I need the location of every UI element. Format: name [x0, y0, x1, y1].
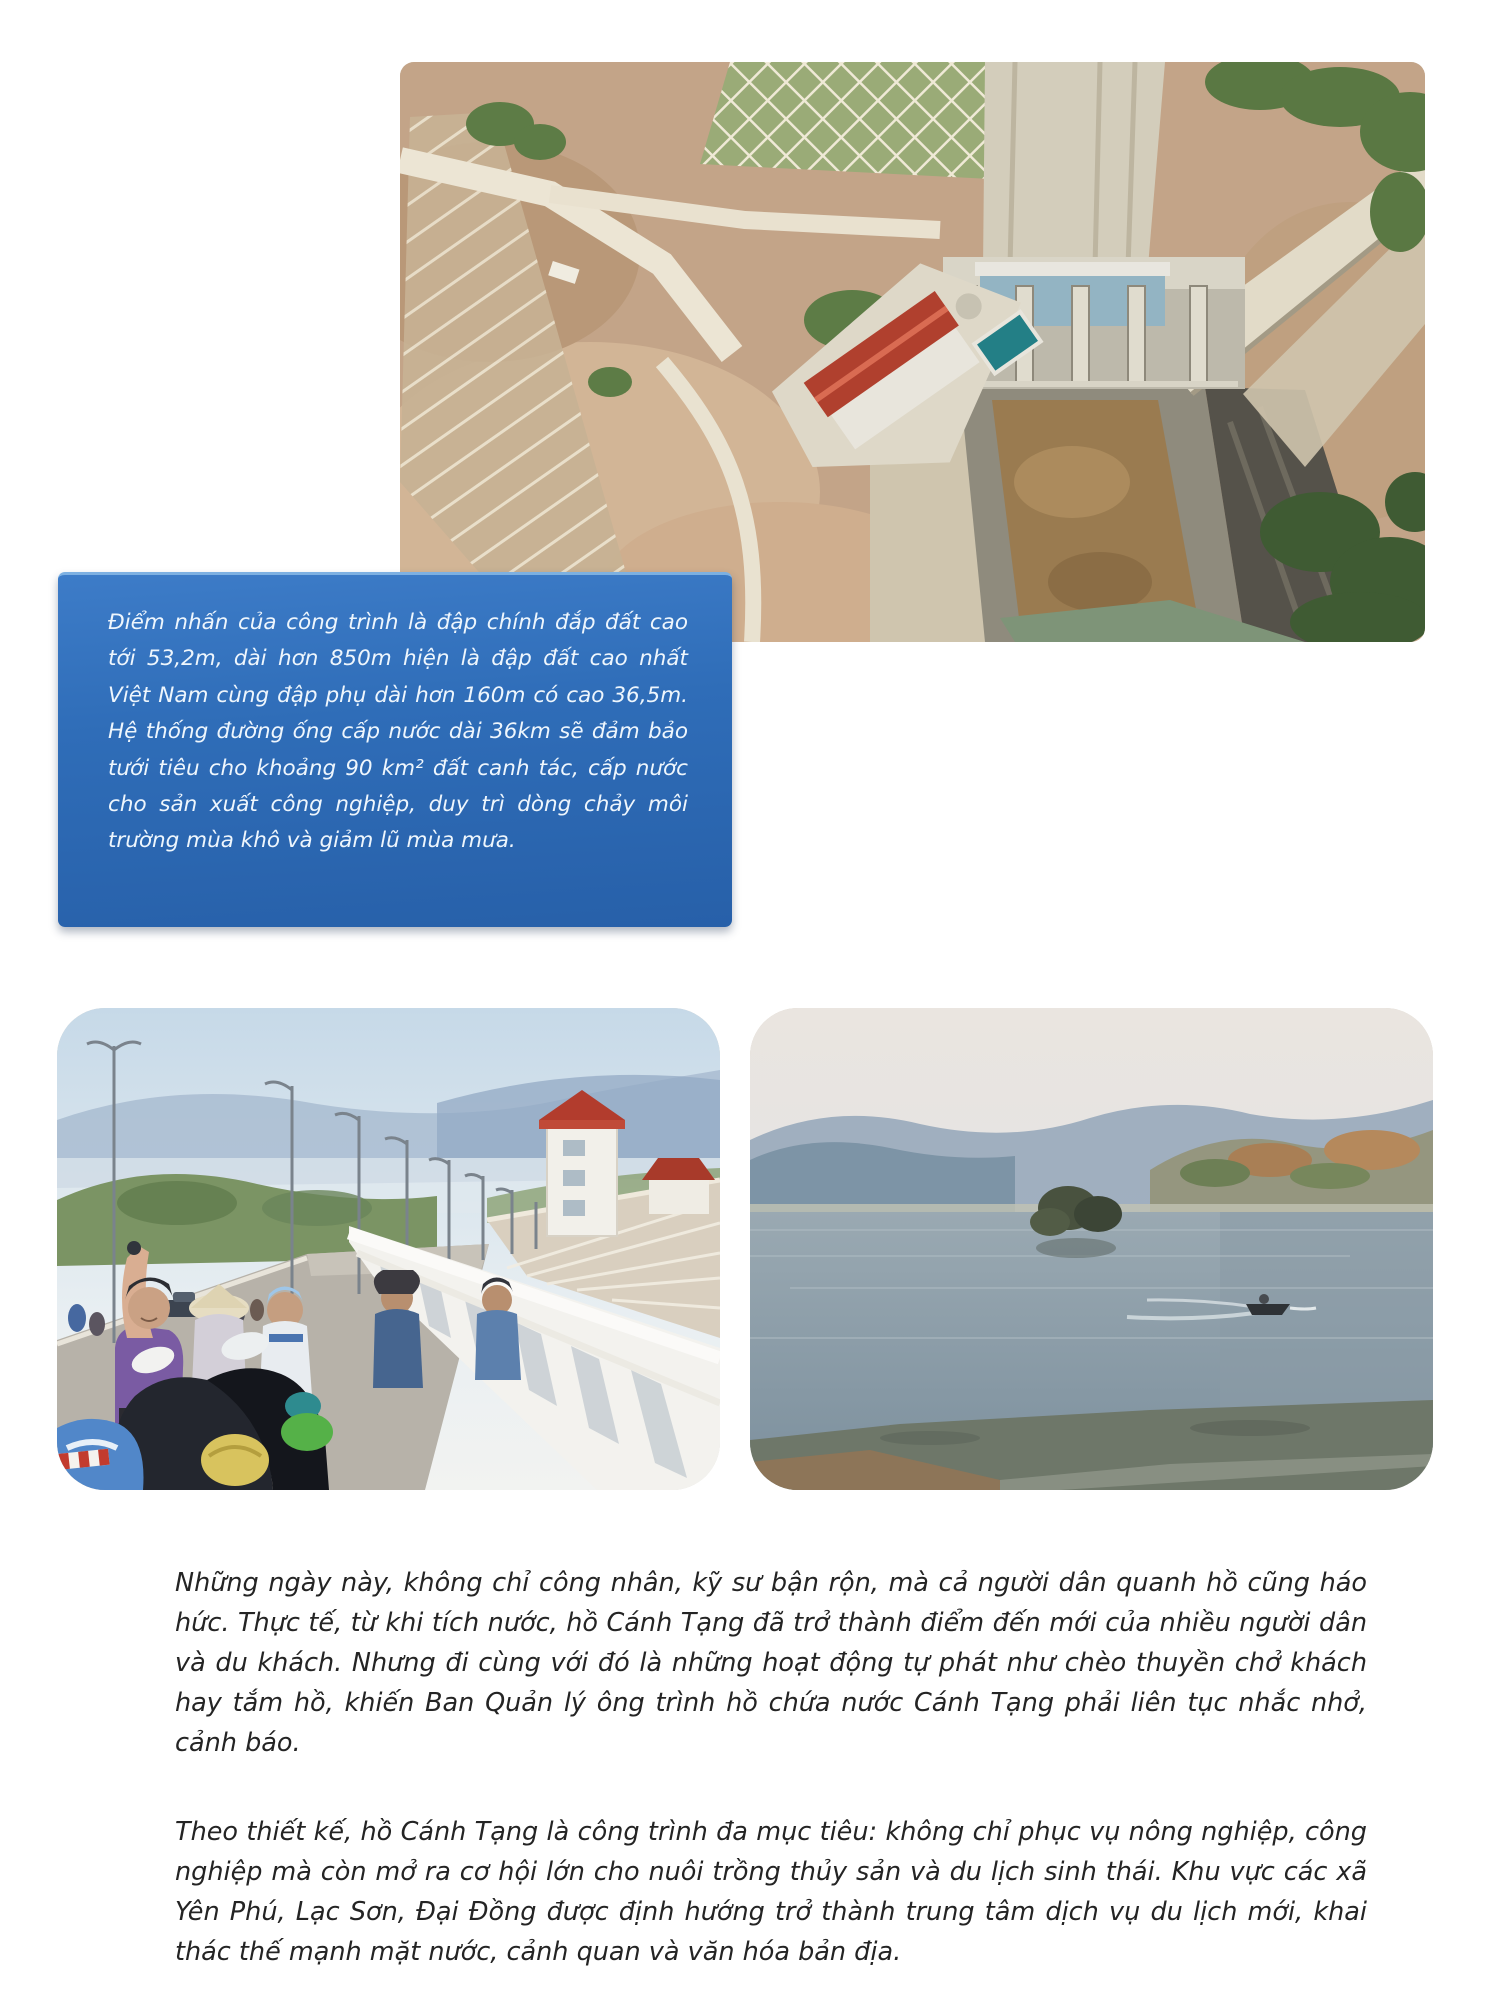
info-box — [58, 572, 732, 927]
paragraph-visitors: Những ngày này, không chỉ công nhân, kỹ sư bận rộn, mà cả người dân quanh hồ cũng háo hức. Thực tế, từ khi tích nước, hồ Cánh Tạng đã trở thành điểm đến mới của nhiều người dân và du khách. Nhưng đi cùng với đó là những hoạt động tự phát như chèo thuyền chở khách hay tắm hồ, khiến Ban Quản lý ông trình hồ chứa nước Cánh Tạng phải liên tục nhắc nhở, cảnh báo. — [175, 1568, 1367, 1758]
intake-tower — [539, 1090, 625, 1236]
bridge-illustration — [57, 1008, 720, 1490]
green-bag — [281, 1413, 333, 1451]
lake-illustration — [750, 1008, 1433, 1490]
lake-photo — [750, 1008, 1433, 1490]
red-roof-house — [642, 1158, 715, 1214]
bridge-visitors-photo — [57, 1008, 720, 1490]
dam-aerial-photo — [400, 62, 1425, 642]
straw-hat — [201, 1434, 269, 1486]
info-box-text: Điểm nhấn của công trình là đập chính đắp đất cao tới 53,2m, dài hơn 850m hiện là đập đất cao nhất Việt Nam cùng đập phụ dài hơn 160m có cao 36,5m. Hệ thống đường ống cấp nước dài 36km sẽ đảm bảo tưới tiêu cho khoảng 90 km² đất canh tác, cấp nước cho sản xuất công nghiệp, duy trì dòng chảy môi trường mùa khô và giảm lũ mùa mưa. — [108, 610, 688, 854]
paragraph-design: Theo thiết kế, hồ Cánh Tạng là công trình đa mục tiêu: không chỉ phục vụ nông nghiệp, công nghiệp mà còn mở ra cơ hội lớn cho nuôi trồng thủy sản và du lịch sinh thái. Khu vực các xã Yên Phú, Lạc Sơn, Đại Đồng được định hướng trở thành trung tâm dịch vụ du lịch mới, khai thác thế mạnh mặt nước, cảnh quan và văn hóa bản địa. — [175, 1817, 1367, 1967]
person-stretching — [373, 1270, 423, 1388]
dam-aerial-illustration — [400, 62, 1425, 642]
